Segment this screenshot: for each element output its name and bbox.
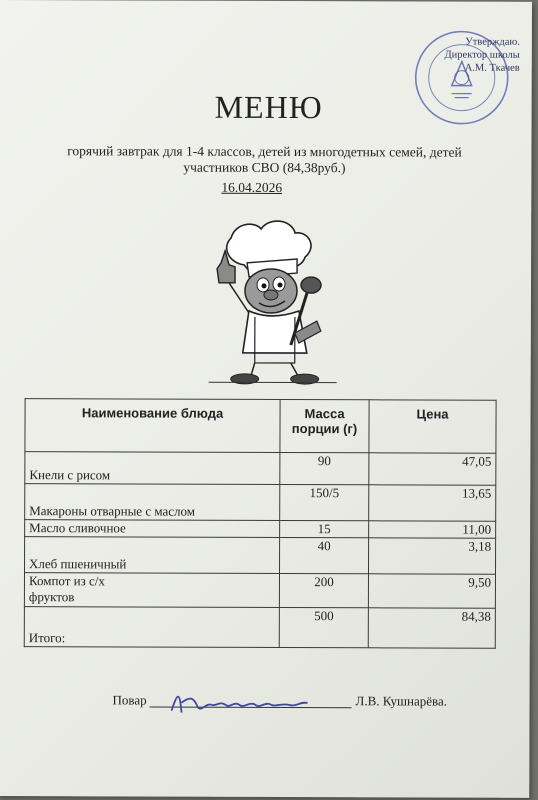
dish-mass: 90 (280, 452, 369, 484)
dish-name (24, 573, 279, 608)
dish-price: 9,50 (368, 574, 495, 608)
dish-name: Кнели с рисом (25, 452, 280, 485)
menu-subtitle: горячий завтрак для 1-4 классов, детей из многодетных семей, детей участников СВО (84,38руб.) (67, 143, 462, 176)
dish-name: Хлеб пшеничный (25, 537, 280, 574)
dish-name: Макароны отварные с маслом (25, 484, 280, 521)
dish-mass: 15 (280, 520, 369, 537)
dish-price: 3,18 (368, 538, 495, 574)
cook-signature (163, 683, 313, 724)
cook-name: Л.В. Кушнарёва. (355, 693, 448, 709)
dish-name: Масло сливочное (25, 520, 280, 538)
dish-mass: 500 (279, 607, 368, 647)
dish-mass: 200 (279, 573, 368, 607)
table-row (25, 520, 496, 539)
approval-block (440, 36, 520, 75)
header-price: Цена (369, 400, 496, 453)
dish-name: Итого: (24, 607, 279, 648)
dish-price: 84,38 (368, 608, 495, 648)
page-title: МЕНЮ (214, 88, 323, 126)
dish-mass: 150/5 (280, 484, 369, 520)
table-row (25, 484, 496, 522)
table-row (24, 607, 495, 649)
dish-price: 11,00 (369, 521, 496, 538)
approval-line-3: А.М. Ткачев (464, 62, 520, 74)
dish-name-text: Компот из с/х фруктов (28, 573, 105, 605)
approval-line-2: Директор школы (444, 49, 520, 61)
dish-mass: 40 (279, 537, 368, 573)
chef-illustration (199, 213, 335, 388)
header-portion-mass: Масса порции (г) (280, 399, 369, 452)
approval-line-1: Утверждаю. (465, 36, 520, 48)
table-row (25, 452, 496, 486)
dish-price: 13,65 (369, 485, 496, 521)
cook-label: Повар (112, 692, 147, 708)
menu-date: 16.04.2026 (221, 179, 283, 195)
menu-table (24, 398, 497, 649)
table-row (24, 573, 495, 609)
table-row (25, 537, 496, 575)
dish-price: 47,05 (369, 453, 496, 485)
header-dish-name: Наименование блюда (25, 399, 280, 453)
